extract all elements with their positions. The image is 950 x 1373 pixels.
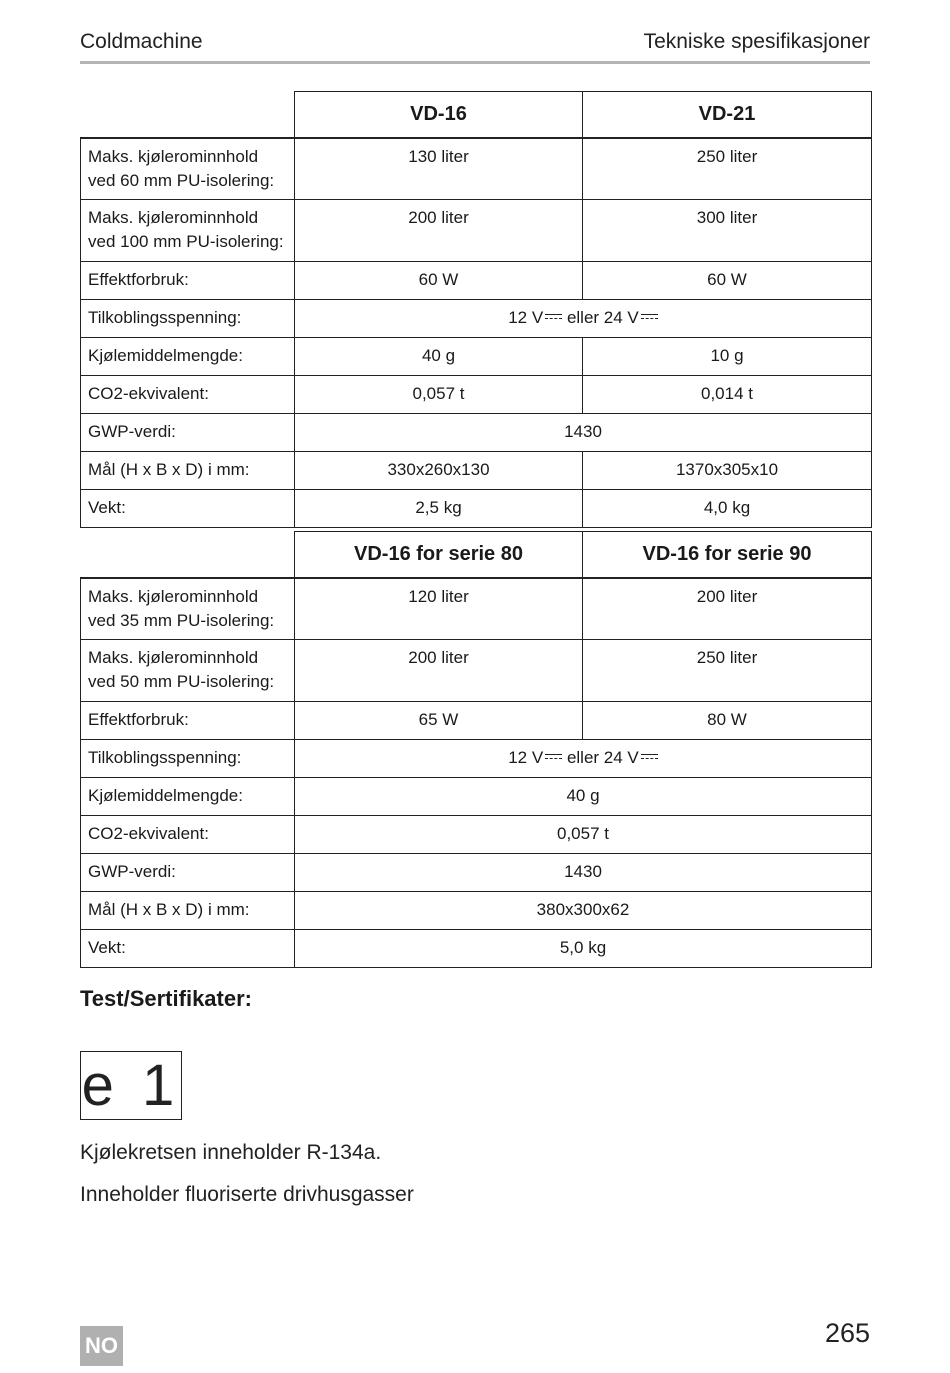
cell-value: 5,0 kg (295, 930, 872, 968)
page-number: 265 (824, 1318, 870, 1348)
cell-value: 60 W (583, 262, 872, 300)
table-row (81, 414, 872, 452)
direct-current-icon (641, 753, 658, 762)
table-row (81, 300, 872, 338)
voltage-value-1: 12 V (508, 748, 544, 767)
row-label: Mål (H x B x D) i mm: (81, 892, 295, 930)
row-label: Effektforbruk: (81, 702, 295, 740)
e-mark-text: e 1 (81, 1052, 181, 1118)
direct-current-icon (545, 753, 562, 762)
direct-current-icon (641, 313, 658, 322)
row-label: Vekt: (81, 490, 295, 528)
row-label: Maks. kjølerominnhold ved 100 mm PU-isolering: (81, 200, 295, 262)
table-row (81, 200, 872, 262)
row-label: Tilkoblingsspenning: (81, 300, 295, 338)
row-label: Vekt: (81, 930, 295, 968)
table-row (81, 490, 872, 528)
cell-value: 250 liter (583, 640, 872, 702)
table-row (81, 338, 872, 376)
cell-value: 0,057 t (295, 376, 583, 414)
table-row (81, 778, 872, 816)
row-label: CO2-ekvivalent: (81, 376, 295, 414)
language-badge: NO (80, 1326, 123, 1366)
cell-value: 250 liter (583, 138, 872, 200)
fluorinated-gases-note: Inneholder fluoriserte drivhusgasser (80, 1183, 414, 1206)
voltage-value-2: eller 24 V (566, 308, 639, 327)
cell-value: 1430 (295, 854, 872, 892)
column-header-model: VD-16 (295, 92, 583, 138)
spec-table-2 (80, 531, 872, 968)
table-row (81, 702, 872, 740)
spec-table-1 (80, 91, 872, 528)
cell-value: 1430 (295, 414, 872, 452)
voltage-cell (295, 740, 872, 778)
voltage-cell (295, 300, 872, 338)
cell-value: 330x260x130 (295, 452, 583, 490)
certificates-heading: Test/Sertifikater: (80, 986, 252, 1011)
table-row (81, 262, 872, 300)
row-label: Maks. kjølerominnhold ved 35 mm PU-isolering: (81, 578, 295, 640)
row-label: GWP-verdi: (81, 414, 295, 452)
column-header-model: VD-16 for serie 90 (583, 532, 872, 578)
e-mark-certificate (80, 1051, 182, 1120)
table-row (81, 740, 872, 778)
table-row (81, 578, 872, 640)
section-title-header: Tekniske spesifikasjoner (643, 30, 870, 53)
table-row (81, 138, 872, 200)
cell-value: 130 liter (295, 138, 583, 200)
cell-value: 2,5 kg (295, 490, 583, 528)
row-label: Maks. kjølerominnhold ved 60 mm PU-isolering: (81, 138, 295, 200)
cell-value: 0,057 t (295, 816, 872, 854)
row-label: CO2-ekvivalent: (81, 816, 295, 854)
cell-value: 10 g (583, 338, 872, 376)
table-row (81, 892, 872, 930)
row-label: Kjølemiddelmengde: (81, 338, 295, 376)
page-header (80, 30, 870, 64)
voltage-value-2: eller 24 V (566, 748, 639, 767)
row-label: Mål (H x B x D) i mm: (81, 452, 295, 490)
cell-value: 380x300x62 (295, 892, 872, 930)
cell-value: 200 liter (295, 640, 583, 702)
row-label: Tilkoblingsspenning: (81, 740, 295, 778)
cell-value: 4,0 kg (583, 490, 872, 528)
table-row (81, 640, 872, 702)
row-label: Kjølemiddelmengde: (81, 778, 295, 816)
table-row (81, 816, 872, 854)
column-header-model: VD-16 for serie 80 (295, 532, 583, 578)
table-row (81, 854, 872, 892)
direct-current-icon (545, 313, 562, 322)
cell-value: 200 liter (583, 578, 872, 640)
table-row (81, 930, 872, 968)
row-label: Maks. kjølerominnhold ved 50 mm PU-isolering: (81, 640, 295, 702)
refrigerant-note: Kjølekretsen inneholder R-134a. (80, 1141, 382, 1164)
row-label: GWP-verdi: (81, 854, 295, 892)
table-row (81, 376, 872, 414)
table-corner (81, 92, 295, 138)
column-header-model: VD-21 (583, 92, 872, 138)
voltage-value-1: 12 V (508, 308, 544, 327)
cell-value: 40 g (295, 778, 872, 816)
cell-value: 200 liter (295, 200, 583, 262)
cell-value: 40 g (295, 338, 583, 376)
cell-value: 120 liter (295, 578, 583, 640)
table-row (81, 452, 872, 490)
cell-value: 300 liter (583, 200, 872, 262)
cell-value: 1370x305x10 (583, 452, 872, 490)
table-corner (81, 532, 295, 578)
brand-name: Coldmachine (80, 30, 203, 53)
cell-value: 0,014 t (583, 376, 872, 414)
cell-value: 80 W (583, 702, 872, 740)
cell-value: 60 W (295, 262, 583, 300)
row-label: Effektforbruk: (81, 262, 295, 300)
cell-value: 65 W (295, 702, 583, 740)
